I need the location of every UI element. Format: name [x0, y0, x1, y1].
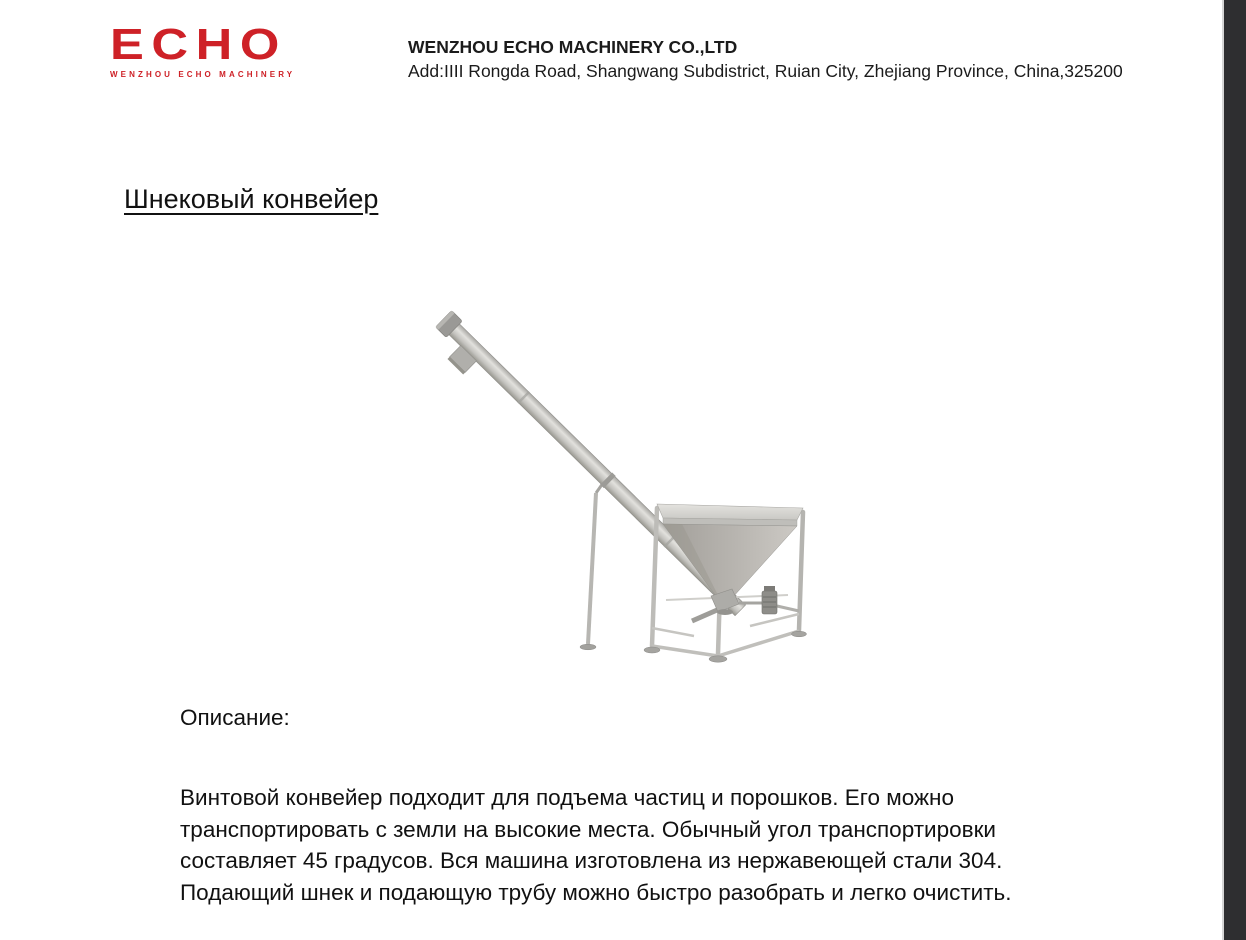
company-info [408, 35, 1123, 83]
logo-caption: WENZHOU ECHO MACHINERY [110, 70, 296, 79]
company-name: WENZHOU ECHO MACHINERY CO.,LTD [408, 37, 738, 57]
logo-wordmark: ECHO [110, 19, 287, 69]
company-address: Add:IIII Rongda Road, Shangwang Subdistrict, Ruian City, Zhejiang Province, China,325200 [408, 61, 1123, 81]
vibration-motor [739, 586, 799, 614]
description-line: Подающий шнек и подающую трубу можно быстро разобрать и легко очистить. [180, 879, 1012, 905]
product-image [428, 300, 828, 664]
description-line: транспортировать с земли на высокие места. Обычный угол транспортировки [180, 816, 996, 842]
frame-braces [652, 614, 799, 656]
description-line: составляет 45 градусов. Вся машина изготовлена из нержавеющей стали 304. [180, 848, 1003, 873]
page-title: Шнековый конвейер [124, 184, 379, 214]
screw-conveyor-illustration [428, 300, 828, 664]
description-paragraph [180, 782, 1012, 908]
company-logo [110, 19, 334, 79]
conveyor-tube [428, 311, 748, 629]
description-line: Винтовой конвейер подходит для подъема частиц и порошков. Его можно [180, 785, 954, 810]
viewer-side-strip [1222, 0, 1246, 940]
description-label: Описание: [180, 705, 290, 730]
support-leg [580, 476, 608, 650]
